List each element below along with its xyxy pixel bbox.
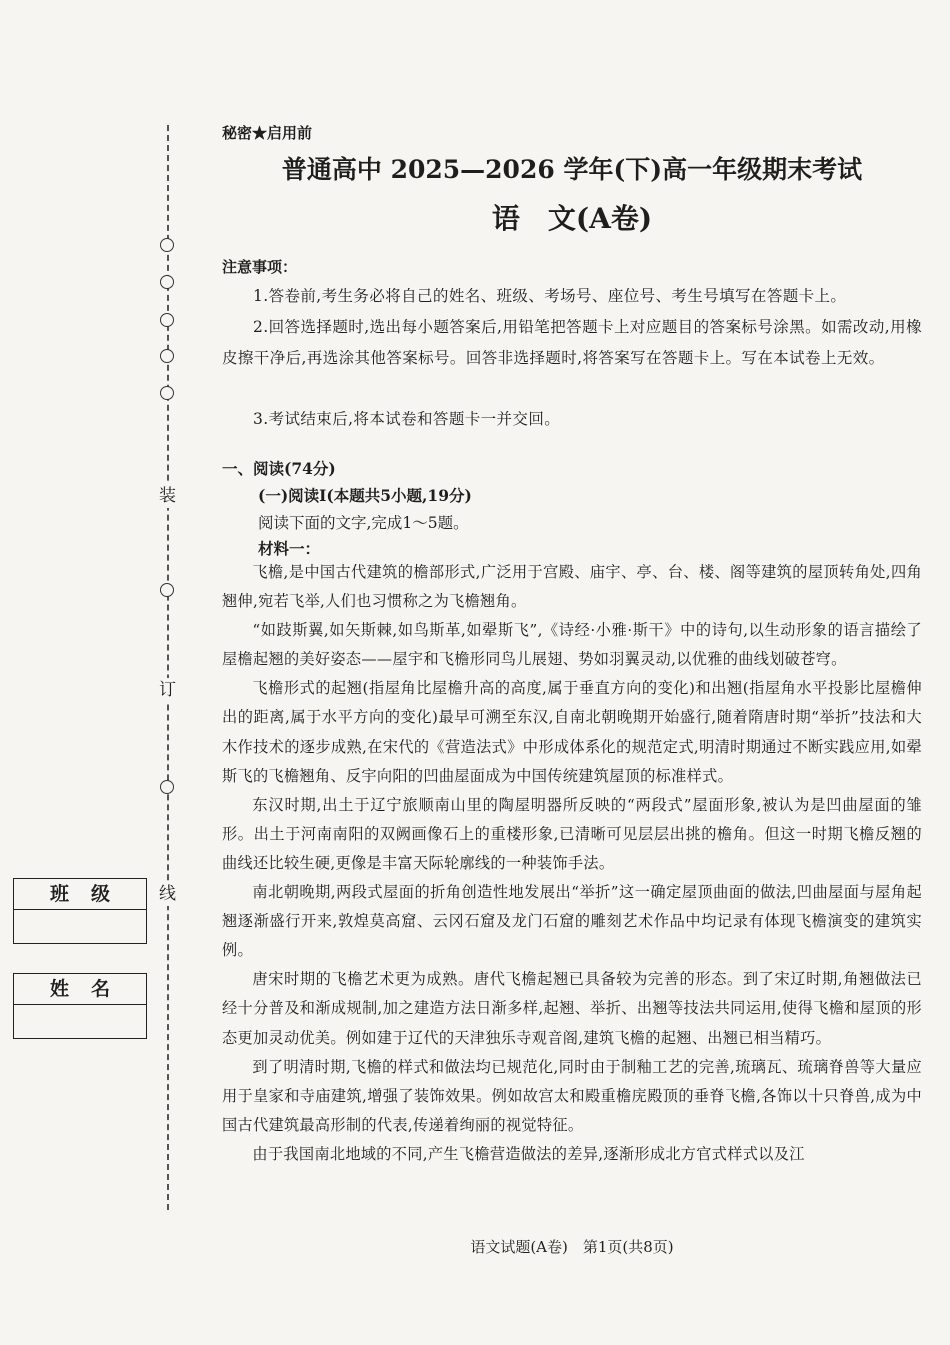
paragraph: 到了明清时期,飞檐的样式和做法均已规范化,同时由于制釉工艺的完善,琉璃瓦、琉璃脊兽等大量应用于皇家和寺庙建筑,增强了装饰效果。例如故宫太和殿重檐庑殿顶的垂脊飞檐,各饰以十只脊兽,成为中国古代建筑最高形制的代表,传递着绚丽的视觉特征。 (222, 1057, 922, 1134)
binding-hole-circle (160, 386, 174, 400)
section-heading: 一、阅读(74分) (222, 459, 336, 478)
notice-item: 1.答卷前,考生务必将自己的姓名、班级、考场号、座位号、考生号填写在答题卡上。 (253, 287, 847, 305)
binding-char-zhuang: 装 (159, 486, 176, 506)
notice-heading: 注意事项： (222, 258, 298, 276)
paragraph: 南北朝晚期,两段式屋面的折角创造性地发展出“举折”这一确定屋顶曲面的做法,凹曲屋面与屋角起翘逐渐盛行开来,敦煌莫高窟、云冈石窟及龙门石窟的雕刻艺术作品中均记录有体现飞檐演变的建筑实例。 (222, 883, 922, 960)
secret-label: 秘密★启用前 (222, 124, 313, 142)
paragraph: 东汉时期,出土于辽宁旅顺南山里的陶屋明器所反映的“两段式”屋面形象,被认为是凹曲屋面的雏形。出土于河南南阳的双阙画像石上的重楼形象,已清晰可见层层出挑的檐角。但这一时期飞檐反翘的曲线还比较生硬,更像是丰富天际轮廓线的一种装饰手法。 (222, 795, 922, 872)
class-box[interactable] (13, 878, 147, 944)
class-label: 班级 (14, 879, 146, 910)
paragraph: 由于我国南北地域的不同,产生飞檐营造做法的差异,逐渐形成北方官式样式以及江 (252, 1144, 805, 1163)
paragraph: 飞檐形式的起翘(指屋角比屋檐升高的高度,属于垂直方向的变化)和出翘(指屋角水平投影比屋檐伸出的距离,属于水平方向的变化)最早可溯至东汉,自南北朝晚期开始盛行,随着隋唐时期“举折”技法和大木作技术的逐步成熟,在宋代的《营造法式》中形成体系化的规范定式,明清时期通过不断实践应用,如翚斯飞的飞檐翘角、反宇向阳的凹曲屋面成为中国传统建筑屋顶的标准样式。 (222, 679, 922, 785)
binding-hole-circle (160, 313, 174, 327)
binding-hole-circle (160, 349, 174, 363)
sub-section-heading: (一)阅读Ⅰ(本题共5小题,19分) (258, 486, 472, 505)
binding-char-xian: 线 (159, 884, 176, 904)
notice-item: 3.考试结束后,将本试卷和答题卡一并交回。 (253, 410, 561, 428)
instruction: 阅读下面的文字,完成1～5题。 (258, 514, 469, 532)
exam-title: 普通高中 2025—2026 学年(下)高一年级期末考试 (281, 155, 863, 184)
paragraph: 唐宋时期的飞檐艺术更为成熟。唐代飞檐起翘已具备较为完善的形态。到了宋辽时期,角翘做法已经十分普及和渐成规制,加之建造方法日渐多样,起翘、举折、出翘等技法共同运用,使得飞檐和屋顶的形态更加灵动优美。例如建于辽代的天津独乐寺观音阁,建筑飞檐的起翘、出翘已相当精巧。 (222, 970, 922, 1047)
material-label: 材料一： (258, 539, 321, 558)
page-footer: 语文试题(A卷) 第1页(共8页) (470, 1238, 674, 1256)
binding-hole-circle (160, 780, 174, 794)
binding-hole-circle (160, 238, 174, 252)
name-label: 姓名 (14, 974, 146, 1005)
paragraph: 飞檐,是中国古代建筑的檐部形式,广泛用于宫殿、庙宇、亭、台、楼、阁等建筑的屋顶转角处,四角翘伸,宛若飞举,人们也习惯称之为飞檐翘角。 (222, 563, 922, 611)
binding-char-ding: 订 (159, 680, 176, 700)
binding-hole-circle (160, 583, 174, 597)
paragraph: “如跂斯翼,如矢斯棘,如鸟斯革,如翚斯飞”,《诗经·小雅·斯干》中的诗句,以生动形象的语言描绘了屋檐起翘的美好姿态——屋宇和飞檐形同鸟儿展翅、势如羽翼灵动,以优雅的曲线划破苍穹。 (222, 621, 922, 669)
reading-passage (222, 558, 922, 1169)
exam-subtitle: 语 文(A卷) (491, 202, 653, 235)
name-box[interactable] (13, 973, 147, 1039)
binding-hole-circle (160, 275, 174, 289)
notice-item: 2.回答选择题时,选出每小题答案后,用铅笔把答题卡上对应题目的答案标号涂黑。如需改动,用橡皮擦干净后,再选涂其他答案标号。回答非选择题时,将答案写在答题卡上。写在本试卷上无效。 (222, 318, 922, 367)
